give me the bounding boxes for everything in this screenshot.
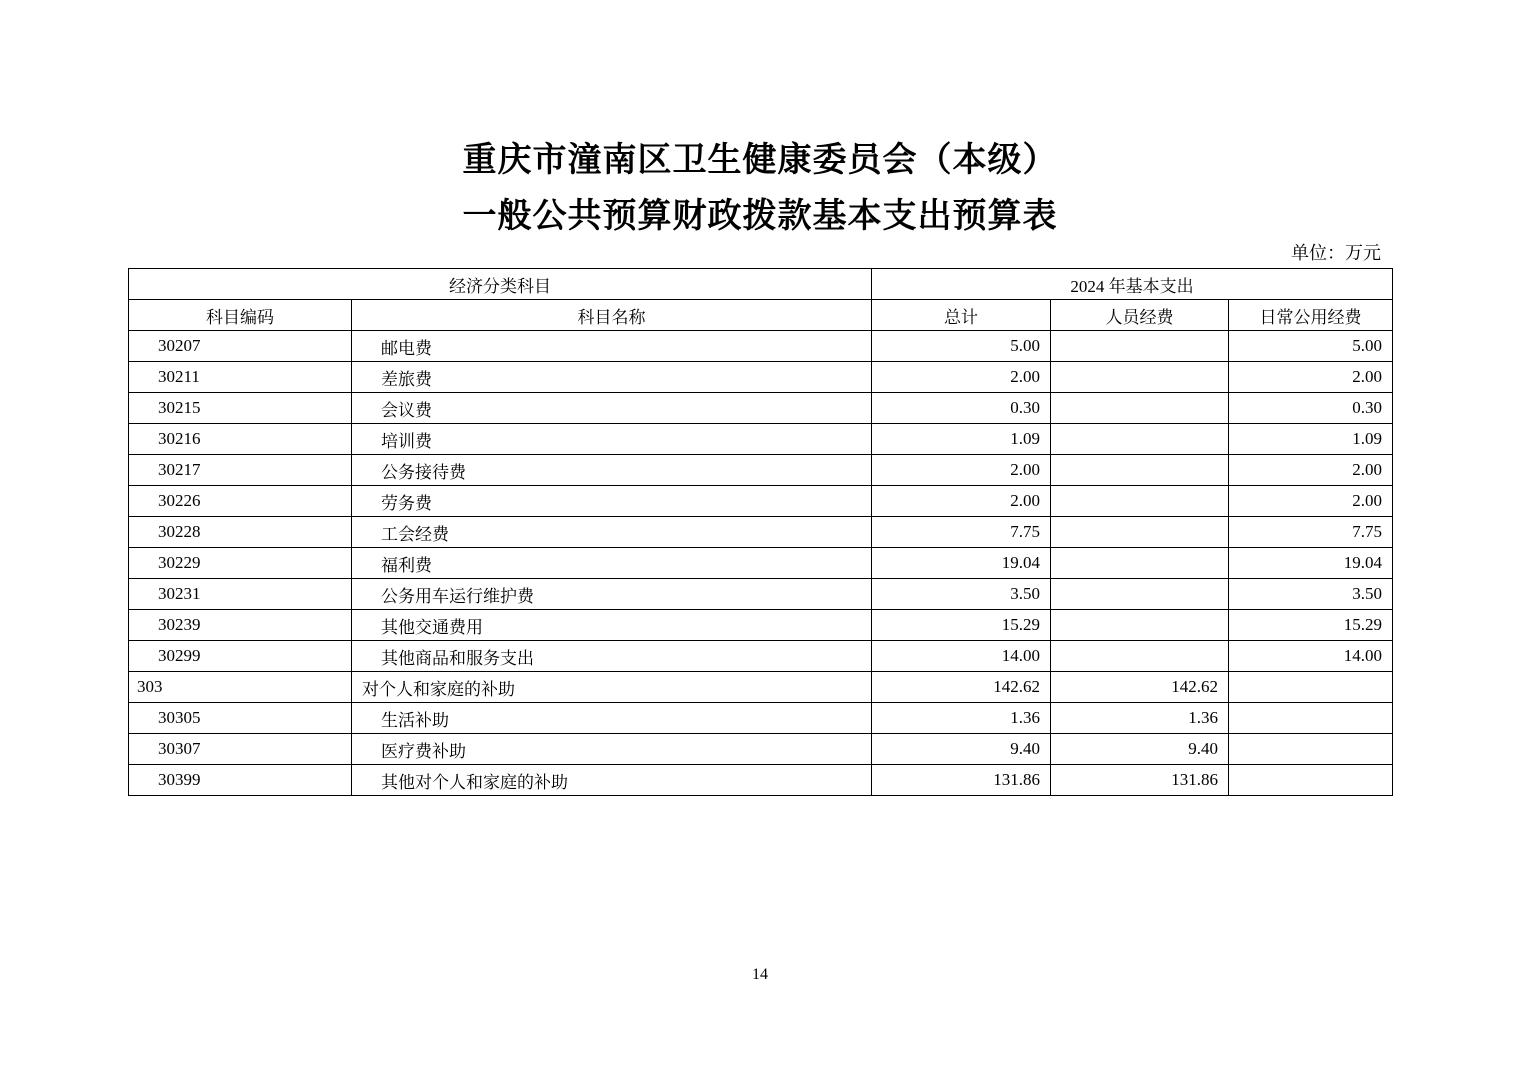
cell-code: 30216 xyxy=(129,424,352,455)
cell-name: 会议费 xyxy=(352,393,872,424)
cell-name: 医疗费补助 xyxy=(352,734,872,765)
table-row xyxy=(129,331,1393,362)
header-public: 日常公用经费 xyxy=(1229,300,1393,331)
cell-public: 2.00 xyxy=(1229,455,1393,486)
cell-name: 其他商品和服务支出 xyxy=(352,641,872,672)
cell-public: 19.04 xyxy=(1229,548,1393,579)
cell-public: 2.00 xyxy=(1229,362,1393,393)
table-row xyxy=(129,703,1393,734)
cell-personnel xyxy=(1051,486,1229,517)
cell-personnel xyxy=(1051,517,1229,548)
cell-personnel: 142.62 xyxy=(1051,672,1229,703)
cell-code: 30207 xyxy=(129,331,352,362)
cell-total: 14.00 xyxy=(872,641,1051,672)
header-personnel: 人员经费 xyxy=(1051,300,1229,331)
cell-code: 30211 xyxy=(129,362,352,393)
cell-code: 30215 xyxy=(129,393,352,424)
cell-name: 其他对个人和家庭的补助 xyxy=(352,765,872,796)
table-row xyxy=(129,548,1393,579)
table-row xyxy=(129,517,1393,548)
cell-public: 0.30 xyxy=(1229,393,1393,424)
cell-code: 30305 xyxy=(129,703,352,734)
table-row xyxy=(129,393,1393,424)
cell-code: 30231 xyxy=(129,579,352,610)
cell-name: 公务用车运行维护费 xyxy=(352,579,872,610)
cell-total: 9.40 xyxy=(872,734,1051,765)
document-title-line-2: 一般公共预算财政拨款基本支出预算表 xyxy=(462,196,1058,236)
table-row xyxy=(129,579,1393,610)
table-row xyxy=(129,455,1393,486)
cell-public: 1.09 xyxy=(1229,424,1393,455)
cell-code: 30228 xyxy=(129,517,352,548)
cell-public xyxy=(1229,703,1393,734)
header-economic-class: 经济分类科目 xyxy=(129,269,872,300)
budget-table xyxy=(128,268,1393,796)
column-header-row xyxy=(129,300,1393,331)
cell-personnel: 1.36 xyxy=(1051,703,1229,734)
cell-code: 30226 xyxy=(129,486,352,517)
cell-name: 差旅费 xyxy=(352,362,872,393)
cell-public xyxy=(1229,734,1393,765)
cell-public: 7.75 xyxy=(1229,517,1393,548)
cell-total: 131.86 xyxy=(872,765,1051,796)
cell-name: 福利费 xyxy=(352,548,872,579)
cell-personnel xyxy=(1051,362,1229,393)
table-row xyxy=(129,672,1393,703)
cell-public: 3.50 xyxy=(1229,579,1393,610)
cell-public xyxy=(1229,765,1393,796)
cell-total: 7.75 xyxy=(872,517,1051,548)
cell-personnel xyxy=(1051,548,1229,579)
cell-code: 30229 xyxy=(129,548,352,579)
cell-personnel xyxy=(1051,331,1229,362)
cell-personnel xyxy=(1051,610,1229,641)
header-name: 科目名称 xyxy=(352,300,872,331)
cell-name: 其他交通费用 xyxy=(352,610,872,641)
cell-name: 劳务费 xyxy=(352,486,872,517)
cell-name: 工会经费 xyxy=(352,517,872,548)
cell-personnel xyxy=(1051,579,1229,610)
document-title-line-1: 重庆市潼南区卫生健康委员会（本级） xyxy=(462,140,1058,180)
group-header-row xyxy=(129,269,1393,300)
cell-name: 邮电费 xyxy=(352,331,872,362)
cell-code: 30299 xyxy=(129,641,352,672)
table-row xyxy=(129,362,1393,393)
table-body xyxy=(129,331,1393,796)
cell-public: 15.29 xyxy=(1229,610,1393,641)
table-row xyxy=(129,486,1393,517)
cell-public: 14.00 xyxy=(1229,641,1393,672)
cell-total: 2.00 xyxy=(872,455,1051,486)
table-row xyxy=(129,424,1393,455)
cell-personnel xyxy=(1051,641,1229,672)
cell-personnel xyxy=(1051,455,1229,486)
table-row xyxy=(129,641,1393,672)
cell-total: 5.00 xyxy=(872,331,1051,362)
cell-code: 30399 xyxy=(129,765,352,796)
cell-code: 30239 xyxy=(129,610,352,641)
cell-code: 30217 xyxy=(129,455,352,486)
cell-name: 公务接待费 xyxy=(352,455,872,486)
header-code: 科目编码 xyxy=(129,300,352,331)
cell-personnel xyxy=(1051,393,1229,424)
table-row xyxy=(129,734,1393,765)
unit-label: 单位：万元 xyxy=(1291,243,1381,263)
cell-name: 对个人和家庭的补助 xyxy=(352,672,872,703)
cell-name: 生活补助 xyxy=(352,703,872,734)
cell-public xyxy=(1229,672,1393,703)
cell-total: 1.09 xyxy=(872,424,1051,455)
cell-personnel xyxy=(1051,424,1229,455)
cell-public: 5.00 xyxy=(1229,331,1393,362)
cell-total: 0.30 xyxy=(872,393,1051,424)
table-row xyxy=(129,765,1393,796)
cell-total: 1.36 xyxy=(872,703,1051,734)
table-row xyxy=(129,610,1393,641)
header-basic-expense: 2024 年基本支出 xyxy=(872,269,1393,300)
cell-total: 3.50 xyxy=(872,579,1051,610)
cell-total: 2.00 xyxy=(872,486,1051,517)
header-total: 总计 xyxy=(872,300,1051,331)
cell-personnel: 9.40 xyxy=(1051,734,1229,765)
cell-personnel: 131.86 xyxy=(1051,765,1229,796)
cell-total: 142.62 xyxy=(872,672,1051,703)
cell-name: 培训费 xyxy=(352,424,872,455)
cell-public: 2.00 xyxy=(1229,486,1393,517)
cell-code: 303 xyxy=(129,672,352,703)
cell-total: 2.00 xyxy=(872,362,1051,393)
page-number: 14 xyxy=(752,966,768,983)
cell-total: 19.04 xyxy=(872,548,1051,579)
cell-total: 15.29 xyxy=(872,610,1051,641)
cell-code: 30307 xyxy=(129,734,352,765)
